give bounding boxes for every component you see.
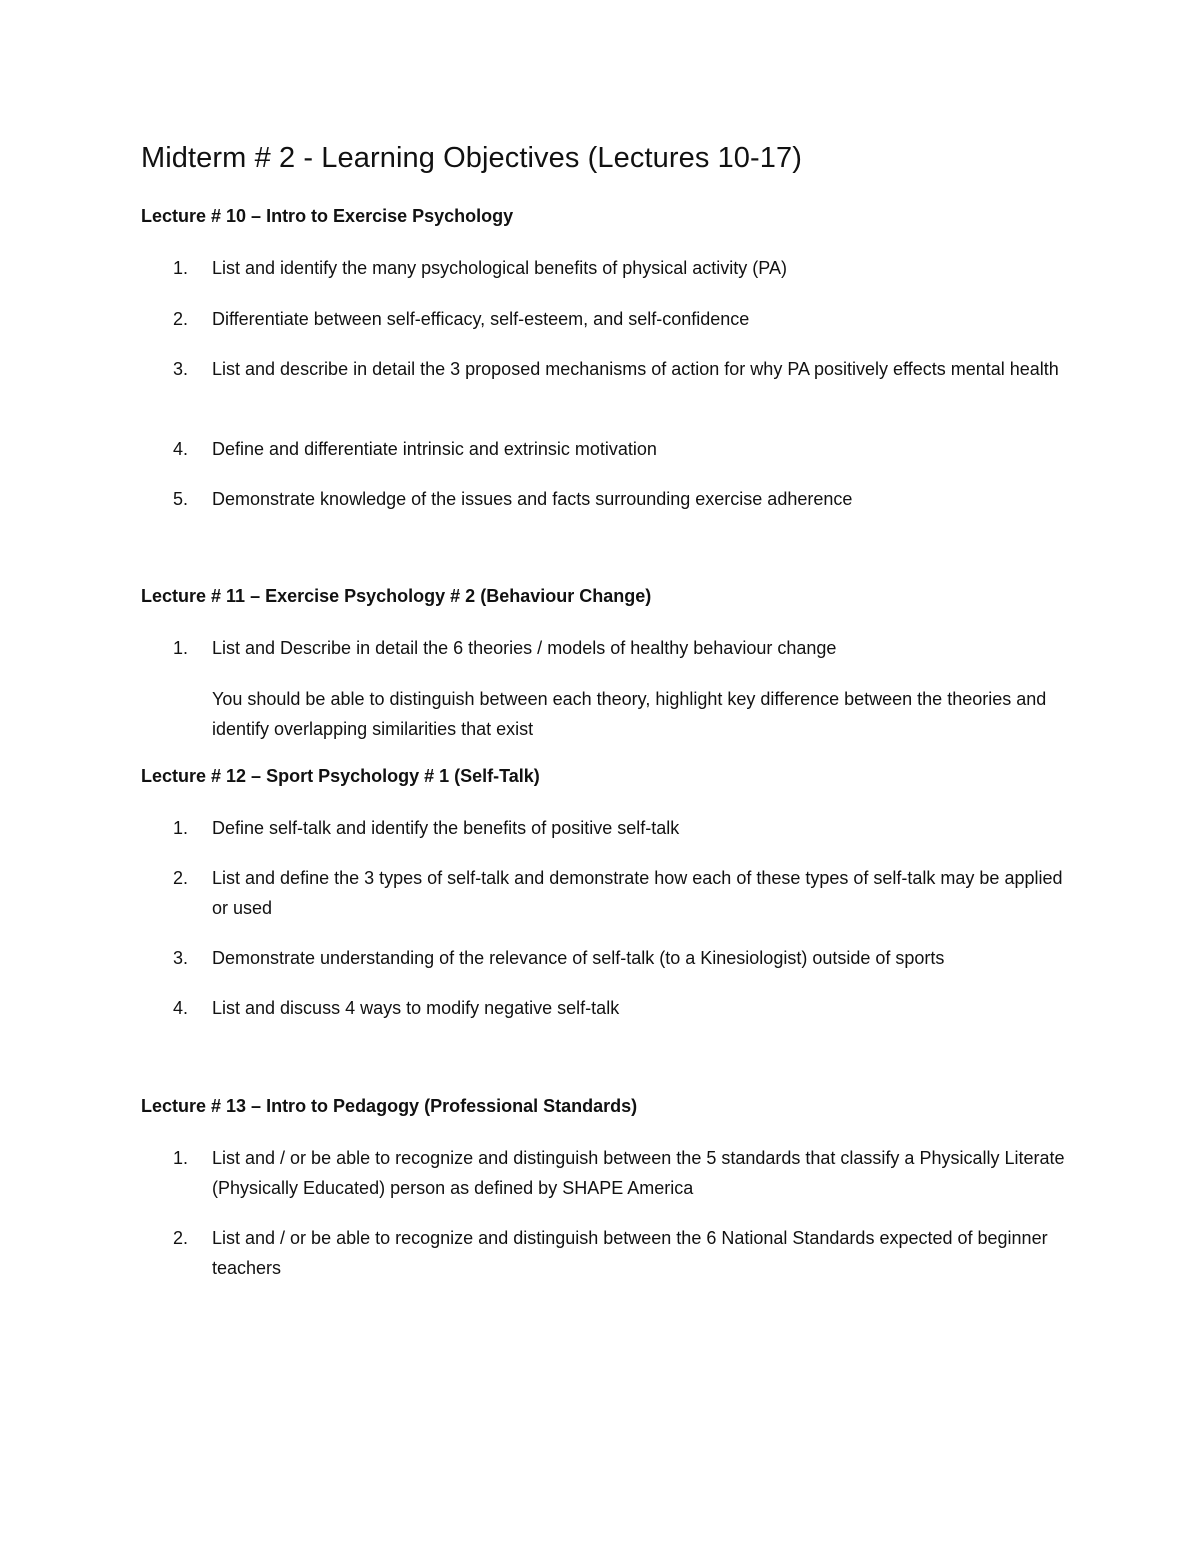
list-item-number: 3.: [173, 948, 189, 968]
list-item: [141, 633, 1071, 663]
list-item-number: 3.: [173, 359, 189, 379]
list-item-number: 2.: [173, 1228, 189, 1248]
section-note: You should be able to distinguish between each theory, highlight key difference between the theories and identify overlapping similarities that exist: [212, 689, 1047, 739]
list-item-text: Demonstrate understanding of the relevance of self-talk (to a Kinesiologist) outside of sports: [212, 948, 945, 968]
list-item-number: 1.: [173, 1148, 189, 1168]
list-item-number: 1.: [173, 638, 189, 658]
list-item-text: Differentiate between self-efficacy, self-esteem, and self-confidence: [212, 309, 750, 329]
list-item-text: List and Describe in detail the 6 theories / models of healthy behaviour change: [212, 638, 837, 658]
list-item-text: Define self-talk and identify the benefits of positive self-talk: [212, 818, 680, 838]
list-item-text: List and / or be able to recognize and distinguish between the 6 National Standards expected of beginner teachers: [212, 1228, 1048, 1278]
section-heading-lecture-11: Lecture # 11 – Exercise Psychology # 2 (Behaviour Change): [141, 586, 652, 606]
list-item-number: 4.: [173, 998, 189, 1018]
list-item-number: 2.: [173, 309, 189, 329]
list-item-text: Demonstrate knowledge of the issues and facts surrounding exercise adherence: [212, 489, 853, 509]
list-item: [141, 253, 1071, 283]
list-item: [141, 434, 1071, 464]
list-item-text: List and discuss 4 ways to modify negative self-talk: [212, 998, 620, 1018]
section-heading-lecture-13: Lecture # 13 – Intro to Pedagogy (Professional Standards): [141, 1096, 638, 1116]
list-item: [141, 484, 1071, 514]
list-item: [141, 943, 1071, 973]
list-item: [141, 813, 1071, 843]
list-item: [141, 993, 1071, 1023]
section-heading-lecture-12: Lecture # 12 – Sport Psychology # 1 (Self-Talk): [141, 766, 540, 786]
list-item-number: 5.: [173, 489, 189, 509]
list-item-number: 1.: [173, 818, 189, 838]
list-item-text: List and identify the many psychological benefits of physical activity (PA): [212, 258, 787, 278]
document-title: Midterm # 2 - Learning Objectives (Lectures 10-17): [141, 142, 803, 174]
list-item: [141, 304, 1071, 334]
list-item-number: 1.: [173, 258, 189, 278]
list-item-number: 4.: [173, 439, 189, 459]
list-item-text: List and define the 3 types of self-talk and demonstrate how each of these types of self-talk may be applied or used: [212, 868, 1063, 918]
list-item-number: 2.: [173, 868, 189, 888]
section-heading-lecture-10: Lecture # 10 – Intro to Exercise Psychology: [141, 206, 514, 226]
list-item: [141, 863, 1071, 923]
list-item-text: List and describe in detail the 3 proposed mechanisms of action for why PA positively effects mental health: [212, 359, 1059, 379]
list-item-text: List and / or be able to recognize and distinguish between the 5 standards that classify a Physically Literate (Physically Educated) person as defined by SHAPE America: [212, 1148, 1065, 1198]
list-item: [141, 1223, 1071, 1283]
list-item: [141, 1143, 1071, 1203]
list-item: [141, 354, 1071, 384]
list-item-text: Define and differentiate intrinsic and extrinsic motivation: [212, 439, 657, 459]
